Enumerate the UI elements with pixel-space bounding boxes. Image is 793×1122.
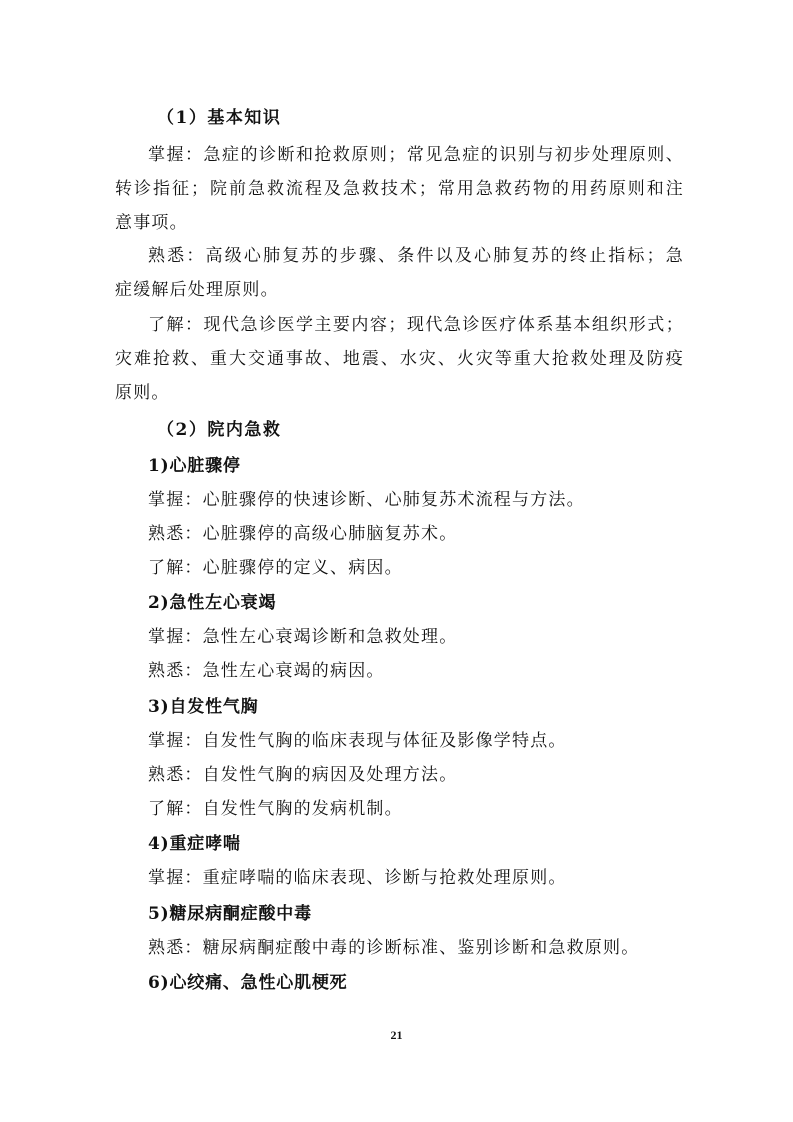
item-pneumothorax-master: 掌握：自发性气胸的临床表现与体征及影像学特点。 — [148, 731, 567, 751]
page-number: 21 — [390, 1028, 403, 1042]
item-pneumothorax-understand: 了解：自发性气胸的发病机制。 — [148, 799, 403, 819]
basic-familiar-line-2: 症缓解后处理原则。 — [115, 280, 279, 300]
item-severe-asthma-title: 4)重症哮喘 — [148, 834, 241, 854]
item-angina-mi-title: 6)心绞痛、急性心肌梗死 — [148, 973, 348, 993]
item-pneumothorax-familiar: 熟悉：自发性气胸的病因及处理方法。 — [148, 765, 458, 785]
section-inhospital-title: （2）院内急救 — [157, 420, 282, 440]
item-left-heart-failure-familiar: 熟悉：急性左心衰竭的病因。 — [148, 661, 385, 681]
basic-master-line-1: 掌握：急症的诊断和抢救原则；常见急症的识别与初步处理原则、 — [148, 145, 684, 165]
item-cardiac-arrest-title: 1)心脏骤停 — [148, 456, 241, 476]
basic-understand-line-1: 了解：现代急诊医学主要内容；现代急诊医疗体系基本组织形式； — [148, 315, 684, 335]
item-dka-title: 5)糖尿病酮症酸中毒 — [148, 904, 312, 924]
section-basic-title: （1）基本知识 — [157, 108, 282, 128]
basic-understand-line-3: 原则。 — [115, 383, 170, 403]
item-left-heart-failure-master: 掌握：急性左心衰竭诊断和急救处理。 — [148, 627, 458, 647]
item-severe-asthma-master: 掌握：重症哮喘的临床表现、诊断与抢救处理原则。 — [148, 868, 567, 888]
item-cardiac-arrest-familiar: 熟悉：心脏骤停的高级心肺脑复苏术。 — [148, 524, 458, 544]
item-cardiac-arrest-master: 掌握：心脏骤停的快速诊断、心肺复苏术流程与方法。 — [148, 490, 585, 510]
item-cardiac-arrest-understand: 了解：心脏骤停的定义、病因。 — [148, 558, 403, 578]
item-dka-familiar: 熟悉：糖尿病酮症酸中毒的诊断标准、鉴别诊断和急救原则。 — [148, 938, 640, 958]
basic-master-line-2: 转诊指征；院前急救流程及急救技术；常用急救药物的用药原则和注 — [115, 179, 684, 199]
item-pneumothorax-title: 3)自发性气胸 — [148, 697, 259, 717]
basic-master-line-3: 意事项。 — [115, 213, 188, 233]
basic-understand-line-2: 灾难抢救、重大交通事故、地震、水灾、火灾等重大抢救处理及防疫 — [115, 349, 684, 369]
basic-familiar-line-1: 熟悉：高级心肺复苏的步骤、条件以及心肺复苏的终止指标；急 — [148, 246, 684, 266]
item-left-heart-failure-title: 2)急性左心衰竭 — [148, 593, 277, 613]
